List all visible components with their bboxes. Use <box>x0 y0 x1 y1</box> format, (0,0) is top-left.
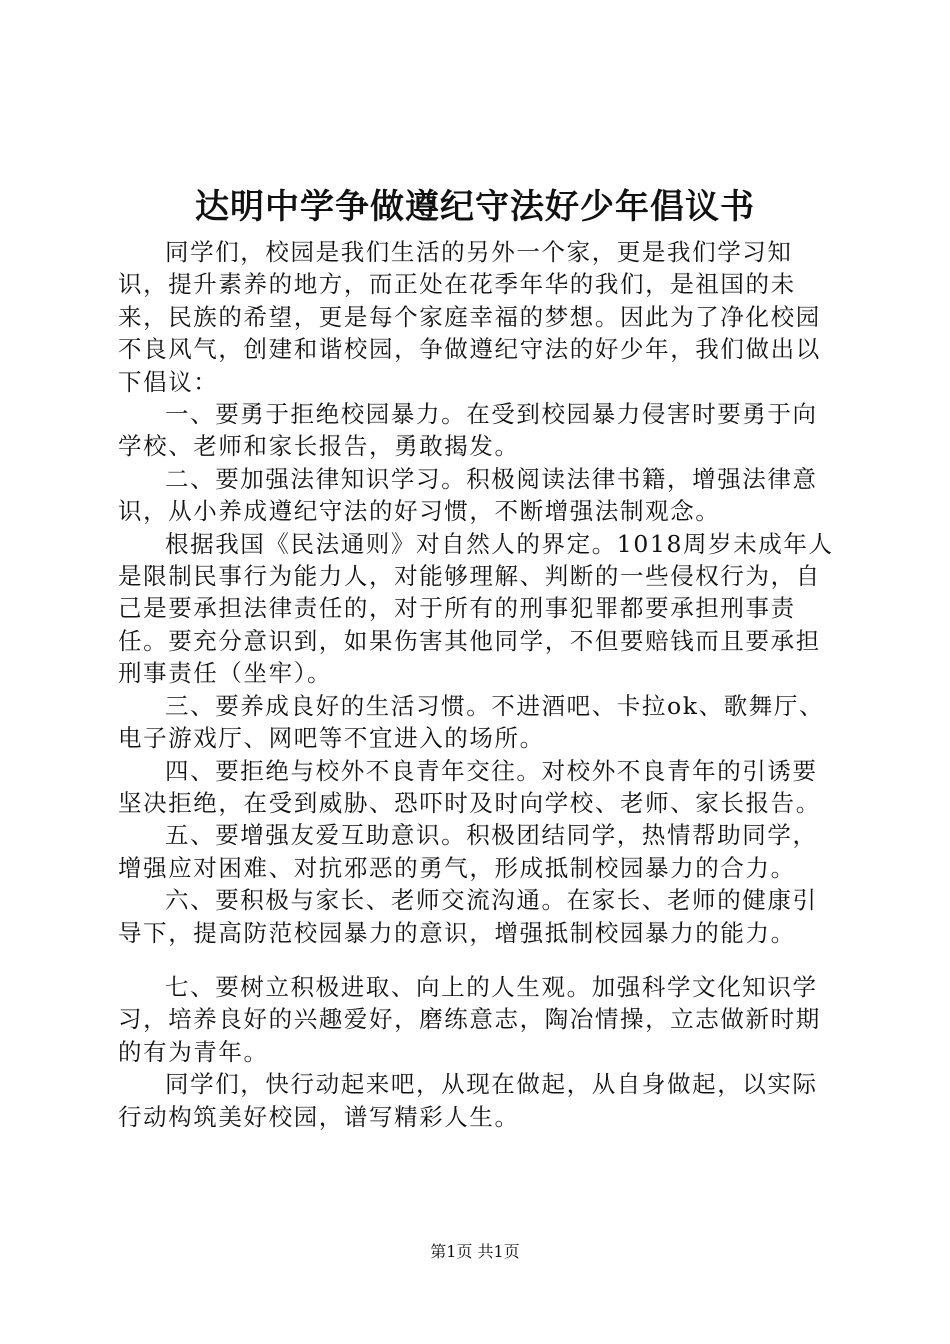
paragraph-item-6: 六、要积极与家长、老师交流沟通。在家长、老师的健康引导下，提高防范校园暴力的意识，增强抵制校园暴力的能力。 <box>118 886 818 947</box>
paragraph-item-1: 一、要勇于拒绝校园暴力。在受到校园暴力侵害时要勇于向学校、老师和家长报告，勇敢揭发。 <box>118 400 818 461</box>
page-footer: 第1页 共1页 <box>430 1242 520 1261</box>
document-body <box>118 236 838 1133</box>
paragraph-closing: 同学们，快行动起来吧，从现在做起，从自身做起，以实际行动构筑美好校园，谱写精彩人生。 <box>118 1070 818 1131</box>
paragraph-item-2: 二、要加强法律知识学习。积极阅读法律书籍，增强法律意识，从小养成遵纪守法的好习惯，不断增强法制观念。 <box>118 464 818 526</box>
paragraph-item-4: 四、要拒绝与校外不良青年交往。对校外不良青年的引诱要坚决拒绝，在受到威胁、恐吓时及时向学校、老师、家长报告。 <box>118 756 821 817</box>
paragraph-item-5: 五、要增强友爱互助意识。积极团结同学，热情帮助同学，增强应对困难、对抗邪恶的勇气，形成抵制校园暴力的合力。 <box>118 821 818 882</box>
paragraph-intro: 同学们，校园是我们生活的另外一个家，更是我们学习知识，提升素养的地方，而正处在花季年华的我们，是祖国的未来，民族的希望，更是每个家庭幸福的梦想。因此为了净化校园不良风气，创建和谐校园，争做遵纪守法的好少年，我们做出以下倡议： <box>118 238 821 396</box>
paragraph-law-note: 根据我国《民法通则》对自然人的界定。1018周岁未成年人是限制民事行为能力人，对能够理解、判断的一些侵权行为，自己是要承担法律责任的，对于所有的刑事犯罪都要承担刑事责任。要充分意识到，如果伤害其他同学，不但要赔钱而且要承担刑事责任（坐牢）。 <box>118 529 834 688</box>
paragraph-item-7: 七、要树立积极进取、向上的人生观。加强科学文化知识学习，培养良好的兴趣爱好，磨练意志，陶冶情操，立志做新时期的有为青年。 <box>118 972 821 1066</box>
document-title: 达明中学争做遵纪守法好少年倡议书 <box>195 187 755 227</box>
paragraph-item-3: 三、要养成良好的生活习惯。不进酒吧、卡拉ok、歌舞厅、电子游戏厅、网吧等不宜进入的场所。 <box>118 691 825 753</box>
